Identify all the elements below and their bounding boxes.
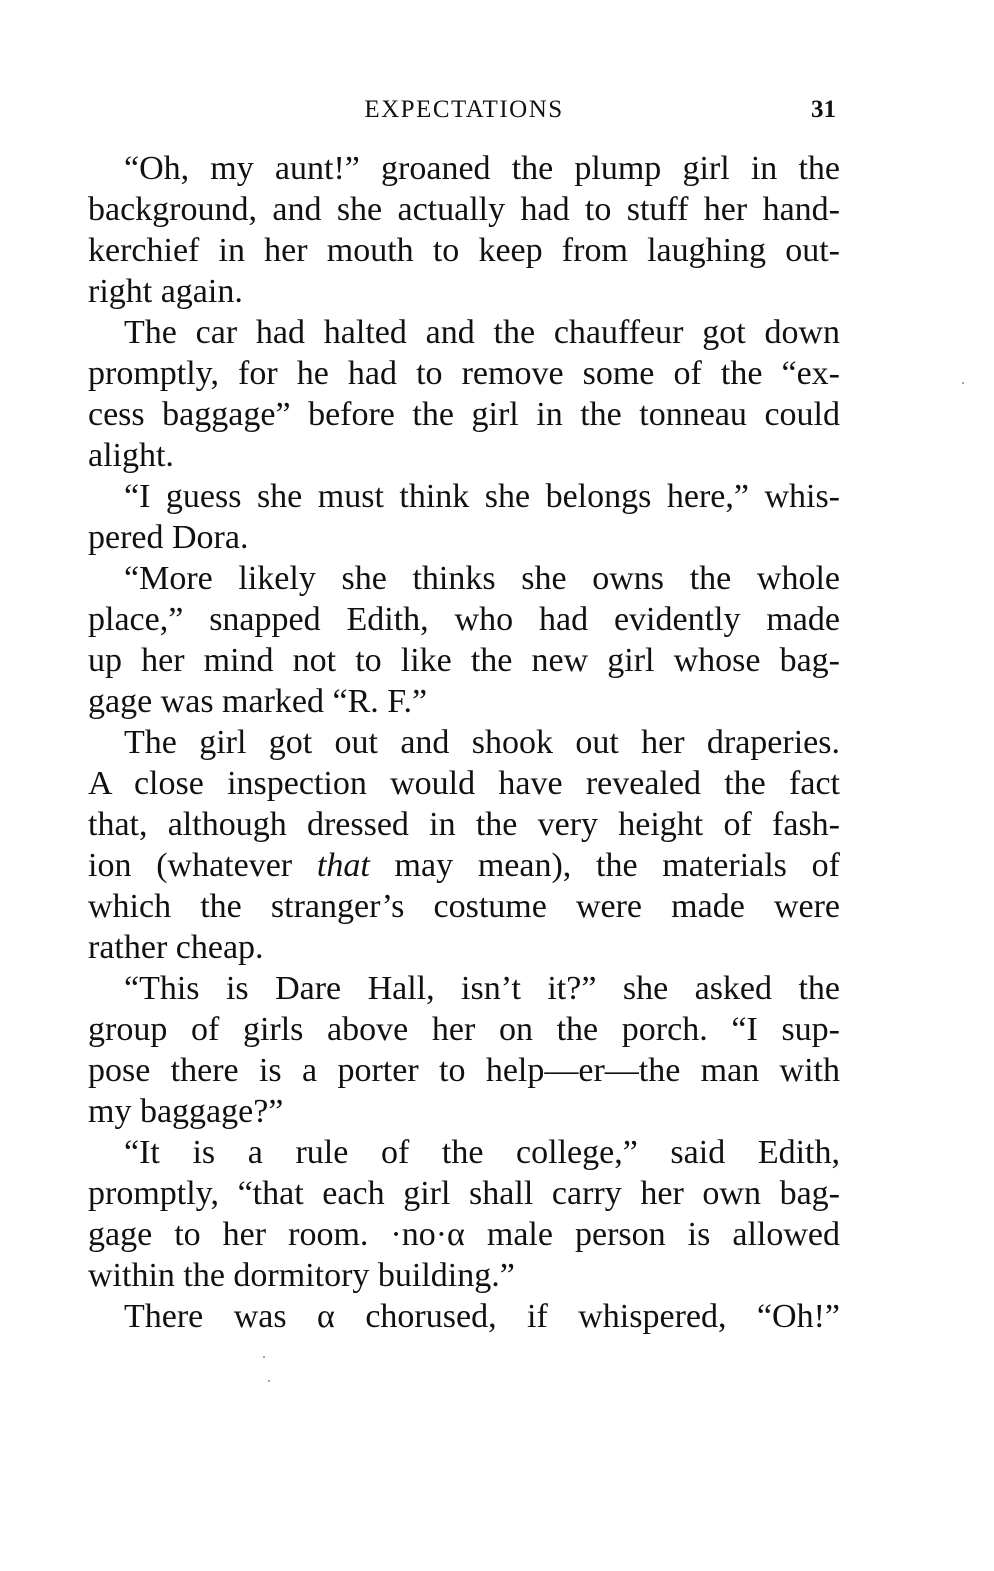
page-body: [88, 148, 840, 1337]
running-title: EXPECTATIONS: [364, 96, 564, 123]
text-line: gage to her room. ·no·α male person is allowed: [88, 1216, 840, 1253]
scan-speck: [268, 1380, 270, 1382]
text-line: “Oh, my aunt!” groaned the plump girl in the: [124, 150, 840, 187]
text-line: within the dormitory building.”: [88, 1257, 515, 1294]
text-line: my baggage?”: [88, 1093, 284, 1130]
text-line: gage was marked “R. F.”: [88, 683, 428, 720]
text-line: promptly, for he had to remove some of the “ex-: [88, 355, 840, 392]
text-line: The car had halted and the chauffeur got down: [124, 314, 840, 351]
text-line: pose there is a porter to help—er—the man with: [88, 1052, 840, 1089]
text-line: group of girls above her on the porch. “I sup-: [88, 1011, 840, 1048]
text-line: “It is a rule of the college,” said Edith,: [124, 1134, 840, 1171]
text-line: “More likely she thinks she owns the whole: [124, 560, 840, 597]
text-line: background, and she actually had to stuff her hand-: [88, 191, 840, 228]
text-line: place,” snapped Edith, who had evidently made: [88, 601, 840, 638]
text-line: up her mind not to like the new girl whose bag-: [88, 642, 840, 679]
italic-word: that: [316, 847, 370, 884]
text-line: pered Dora.: [88, 519, 249, 556]
text-line: rather cheap.: [88, 929, 264, 966]
text-line: right again.: [88, 273, 243, 310]
text-line: The girl got out and shook out her draperies.: [124, 724, 840, 761]
page-number: 31: [811, 96, 836, 123]
scan-speck: [263, 1356, 265, 1358]
text-line: There was α chorused, if whispered, “Oh!”: [124, 1298, 840, 1335]
text-line: that, although dressed in the very height of fash-: [88, 806, 840, 843]
text-line: alight.: [88, 437, 174, 474]
text-line: promptly, “that each girl shall carry her own bag-: [88, 1175, 840, 1212]
text-line: which the stranger’s costume were made were: [88, 888, 840, 925]
text-line: cess baggage” before the girl in the tonneau could: [88, 396, 840, 433]
text-line: kerchief in her mouth to keep from laughing out-: [88, 232, 840, 269]
text-line: “This is Dare Hall, isn’t it?” she asked the: [124, 970, 840, 1007]
text-line: “I guess she must think she belongs here,” whis-: [124, 478, 840, 515]
running-header: [88, 92, 840, 128]
text-line: A close inspection would have revealed the fact: [88, 765, 840, 802]
scan-speck: [962, 382, 964, 384]
text-line: ion (whatever that may mean), the materials of: [88, 847, 840, 884]
